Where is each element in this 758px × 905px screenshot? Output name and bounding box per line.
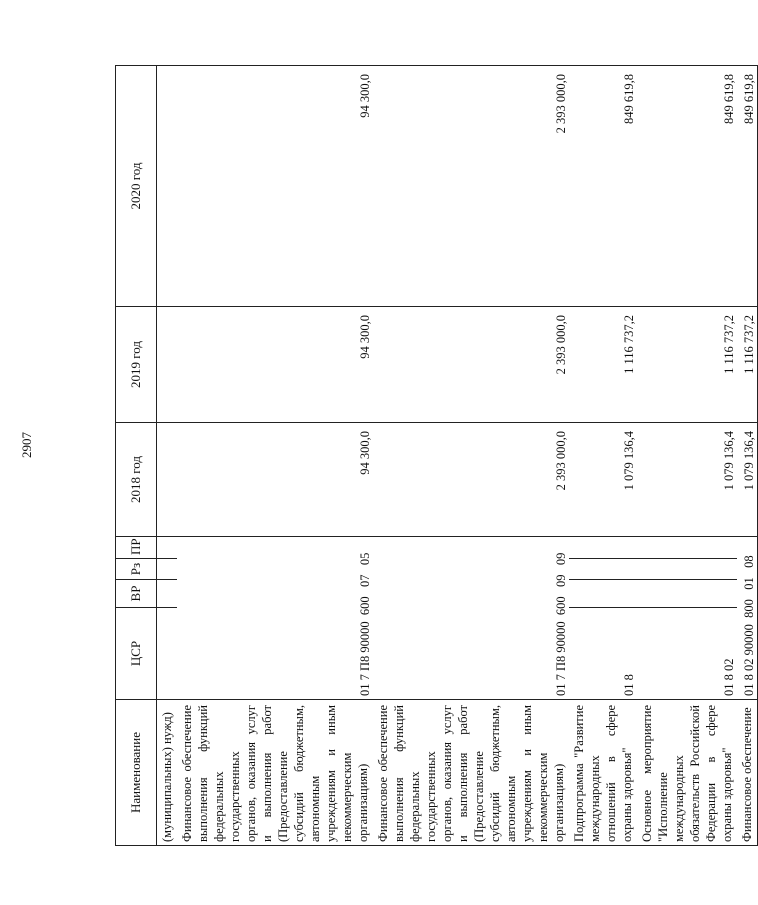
- row-codes: [177, 537, 373, 700]
- table-row: [373, 66, 569, 846]
- header-pr: ПР: [116, 537, 157, 559]
- header-csr: ЦСР: [116, 608, 157, 700]
- row-2019: 1 116 737,2: [737, 307, 758, 423]
- row-rz: [157, 559, 178, 580]
- row-pr: [569, 537, 637, 559]
- row-vr: [157, 580, 178, 608]
- row-name: Финансовое обеспечение выполнения функций федеральных государственных органов, оказания услуг и выполнения работ (Предоставление субсидий бюджетным, автономным учреждениям и иным некоммерческим организациям): [177, 700, 373, 846]
- row-rz: 09: [554, 574, 568, 587]
- row-rz: [569, 559, 637, 580]
- row-vr: [637, 580, 737, 608]
- row-2019: 1 116 737,2: [637, 307, 737, 423]
- row-pr: 09: [554, 552, 568, 566]
- row-csr: 01 8 02: [637, 608, 737, 700]
- row-rz: [637, 559, 737, 580]
- budget-table: [115, 65, 758, 846]
- row-2018: 1 079 136,4: [637, 423, 737, 537]
- row-2018: 1 079 136,4: [569, 423, 637, 537]
- row-vr: 800: [742, 599, 756, 618]
- header-name: Наименование: [116, 700, 157, 846]
- row-csr: 01 7 П8 90000: [358, 621, 372, 696]
- row-2018: [157, 423, 178, 537]
- row-rz: 07: [358, 574, 372, 587]
- row-2018: 1 079 136,4: [737, 423, 758, 537]
- row-2019: 2 393 000,0: [373, 307, 569, 423]
- row-name: Финансовое обеспечение выполнения функций федеральных государственных органов, оказания услуг и выполнения работ (Предоставление субсидий бюджетным, автономным учреждениям и иным некоммерческим организациям): [373, 700, 569, 846]
- row-name: Основное мероприятие "Исполнение международных обязательств Российской Федерации в сфере охраны здоровья": [637, 700, 737, 846]
- row-codes: [737, 537, 758, 700]
- row-csr: 01 7 П8 90000: [554, 621, 568, 696]
- table-row: [737, 66, 758, 846]
- row-2020: 94 300,0: [177, 66, 373, 307]
- table-row: [177, 66, 373, 846]
- header-2020: 2020 год: [116, 66, 157, 307]
- row-2019: 1 116 737,2: [569, 307, 637, 423]
- row-vr: [569, 580, 637, 608]
- row-2018: 2 393 000,0: [373, 423, 569, 537]
- row-csr: [157, 608, 178, 700]
- row-csr: 01 8: [569, 608, 637, 700]
- row-2019: [157, 307, 178, 423]
- row-pr: 08: [742, 555, 756, 568]
- row-rz: 01: [742, 577, 756, 590]
- row-pr: 05: [358, 552, 372, 566]
- header-2018: 2018 год: [116, 423, 157, 537]
- row-codes: [373, 537, 569, 700]
- row-2020: 849 619,8: [637, 66, 737, 307]
- row-2020: 849 619,8: [737, 66, 758, 307]
- table-row: [157, 66, 178, 846]
- row-pr: [157, 537, 178, 559]
- header-rz: Рз: [116, 559, 157, 580]
- row-name: (муниципальных) нужд): [157, 700, 178, 846]
- row-csr: 01 8 02 90000: [742, 624, 756, 696]
- table-header-row: [116, 66, 157, 846]
- row-name: Финансовое обеспечение: [737, 700, 758, 846]
- row-2020: 849 619,8: [569, 66, 637, 307]
- row-vr: 600: [358, 596, 372, 616]
- table-row: [637, 66, 737, 846]
- page-number: 2907: [19, 432, 34, 458]
- rotated-table-wrapper: [115, 66, 756, 846]
- header-2019: 2019 год: [116, 307, 157, 423]
- row-2019: 94 300,0: [177, 307, 373, 423]
- row-2020: [157, 66, 178, 307]
- row-2020: 2 393 000,0: [373, 66, 569, 307]
- row-name: Подпрограмма "Развитие международных отношений в сфере охраны здоровья": [569, 700, 637, 846]
- header-vr: ВР: [116, 580, 157, 608]
- row-pr: [637, 537, 737, 559]
- table-row: [569, 66, 637, 846]
- row-vr: 600: [554, 596, 568, 616]
- row-2018: 94 300,0: [177, 423, 373, 537]
